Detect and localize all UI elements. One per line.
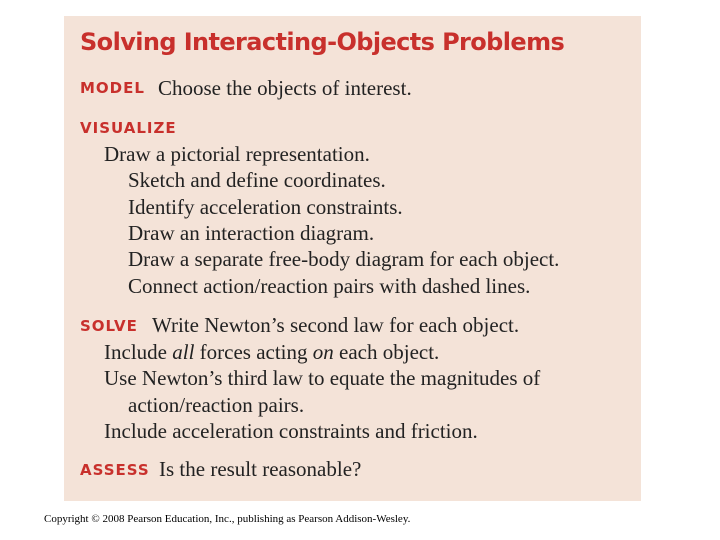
visualize-step: Draw a pictorial representation. <box>104 142 370 166</box>
visualize-heading: VISUALIZE <box>80 119 177 137</box>
box-title: Solving Interacting-Objects Problems <box>80 28 565 56</box>
emphasis-on: on <box>312 340 334 364</box>
visualize-substep: Connect action/reaction pairs with dashed lines. <box>128 274 531 298</box>
visualize-substep: Identify acceleration constraints. <box>128 195 403 219</box>
solve-third-law: Use Newton’s third law to equate the magnitudes of <box>104 366 541 390</box>
assess-text: Is the result reasonable? <box>159 457 362 481</box>
solve-third-law-continued: action/reaction pairs. <box>128 393 305 417</box>
visualize-substep: Draw a separate free-body diagram for each object. <box>128 247 560 271</box>
text-run: Include <box>104 340 173 364</box>
solve-heading: SOLVE <box>80 317 138 335</box>
visualize-substep: Sketch and define coordinates. <box>128 168 386 192</box>
assess-heading: ASSESS <box>80 461 150 479</box>
strategy-box <box>64 16 641 501</box>
model-heading: MODEL <box>80 79 145 97</box>
solve-constraints: Include acceleration constraints and friction. <box>104 419 478 443</box>
visualize-substep: Draw an interaction diagram. <box>128 221 375 245</box>
text-run: forces acting <box>194 340 313 364</box>
solve-include-all-forces <box>104 340 439 365</box>
copyright-notice: Copyright © 2008 Pearson Education, Inc., publishing as Pearson Addison-Wesley. <box>44 513 411 525</box>
model-text: Choose the objects of interest. <box>158 76 412 100</box>
text-run: each object. <box>333 340 440 364</box>
solve-text: Write Newton’s second law for each object. <box>152 313 520 337</box>
emphasis-all: all <box>172 340 195 364</box>
